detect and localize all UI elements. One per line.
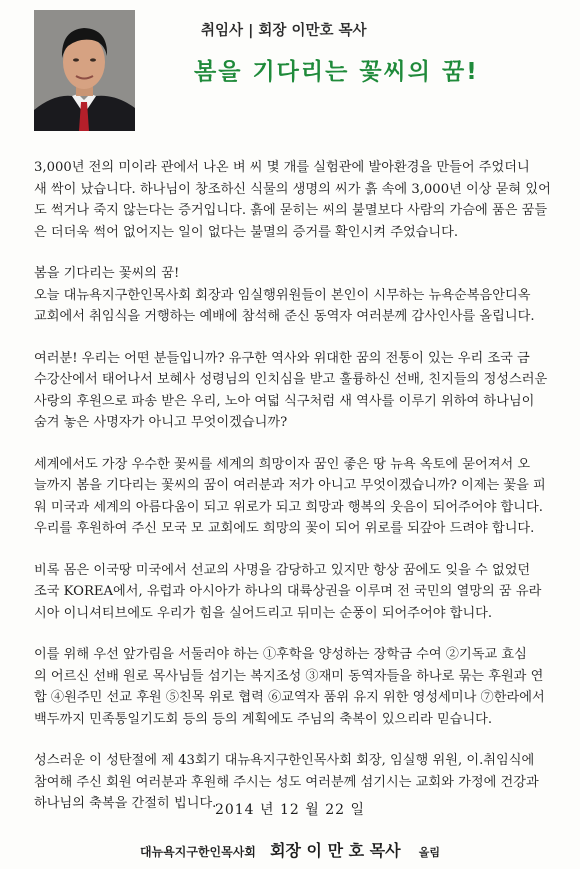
text-line: 의 어르신 선배 원로 목사님들 섬기는 복지조성 ③재미 동역자들을 하나로 묶는 후원과 연	[34, 668, 544, 684]
text-line: 3,000년 전의 미이라 관에서 나온 벼 씨 몇 개를 실험관에 발아환경을 만들어 주었더니	[34, 160, 530, 175]
text-line: 우리를 후원하여 주신 모국 모 교회에도 희망의 꽃이 되어 위로를 되갚아 드려야 합니다.	[34, 521, 535, 536]
text-line: 교회에서 취임식을 거행하는 예배에 참석해 준신 동역자 여러분께 감사인사를 올립니다.	[34, 309, 535, 324]
speech-subtitle: 취임사 | 회장 이만호 목사	[201, 23, 367, 39]
text-line: 새 싹이 났습니다. 하나님이 창조하신 식물의 생명의 씨가 흙 속에 3,000년 이상 묻혀 있어	[34, 181, 551, 197]
text-line: 조국 KOREA에서, 유럽과 아시아가 하나의 대륙상권을 이루며 전 국민의 열망의 꿈 유라	[34, 584, 542, 599]
signature-suffix: 올림	[418, 846, 441, 859]
signature	[0, 838, 580, 861]
text-line: 사랑의 후원으로 파송 받은 우리, 노아 여덟 식구처럼 새 역사를 이루기 위하여 하나님이	[34, 393, 535, 409]
paragraph	[34, 454, 556, 540]
paragraph	[34, 157, 556, 243]
text-line: 워 미국과 세계의 아름다움이 되고 위로가 되고 희망과 행복의 웃음이 되어주어야 합니다.	[34, 499, 543, 515]
text-line: 이를 위해 우선 앞가림을 서둘러야 하는 ①후학을 양성하는 장학금 수여 ②기독교 효심	[34, 647, 527, 662]
page-title: 봄을 기다리는 꽃씨의 꿈!	[194, 59, 479, 85]
letter-date: 2014 년 12 월 22 일	[214, 802, 366, 818]
signature-org: 대뉴욕지구한인목사회	[139, 845, 256, 859]
text-line: 숨겨 놓은 사명자가 아니고 무엇이겠습니까?	[34, 415, 288, 430]
speech-body	[34, 157, 556, 835]
signature-name: 회장 이 만 호 목사	[270, 841, 401, 860]
text-line: 오늘 대뉴욕지구한인목사회 회장과 임실행위원들이 본인이 시무하는 뉴욕순복음안디옥	[34, 287, 531, 303]
paragraph	[34, 560, 556, 625]
text-line: 합 ④원주민 선교 후원 ⑤친목 위로 협력 ⑥교역자 품위 유지 위한 영성세미나 ⑦한라에서	[34, 690, 545, 705]
paragraph	[34, 644, 556, 730]
text-line: 참여해 주신 회원 여러분과 후원해 주시는 성도 여러분께 섬기시는 교회와 가정에 건강과	[34, 774, 539, 790]
paragraph	[34, 348, 556, 434]
text-line: 하나님의 축복을 간절히 빕니다.	[34, 796, 217, 811]
text-line: 늘까지 봄을 기다리는 꽃씨의 꿈이 여러분과 저가 아니고 무엇이겠습니까? 이제는 꽃을 피	[34, 478, 546, 493]
text-line: 수강산에서 태어나서 보혜사 성령님의 인치심을 받고 훌륭하신 선배, 친지들의 정성스러운	[34, 372, 548, 387]
paragraph	[34, 263, 556, 328]
text-line: 여러분! 우리는 어떤 분들입니까? 유구한 역사와 위대한 꿈의 전통이 있는 우리 조국 금	[34, 350, 530, 366]
text-line: 성스러운 이 성탄절에 제 43회기 대뉴욕지구한인목사회 회장, 임실행 위원, 이.취임식에	[34, 753, 535, 768]
text-line: 세계에서도 가장 우수한 꽃씨를 세계의 희망이자 꿈인 좋은 땅 뉴욕 옥토에 묻어져서 오	[34, 456, 531, 472]
text-line: 시아 이니셔티브에도 우리가 힘을 실어드리고 뒤미는 순풍이 되어주어야 합니다.	[34, 605, 493, 621]
text-line: 봄을 기다리는 꽃씨의 꿈!	[34, 266, 180, 281]
text-line: 도 썩거나 죽지 않는다는 증거입니다. 흙에 묻히는 씨의 불멸보다 사람의 가슴에 품은 꿈들	[34, 203, 548, 218]
text-line: 비록 몸은 이국땅 미국에서 선교의 사명을 감당하고 있지만 항상 꿈에도 잊을 수 없었던	[34, 562, 531, 578]
portrait-photo	[34, 10, 135, 131]
text-line: 은 더더욱 썩어 없어지는 일이 없다는 불멸의 증거를 확인시켜 주었습니다.	[34, 224, 459, 240]
text-line: 백두까지 민족통일기도회 등의 등의 계획에도 주님의 축복이 있으리라 믿습니다.	[34, 711, 493, 727]
